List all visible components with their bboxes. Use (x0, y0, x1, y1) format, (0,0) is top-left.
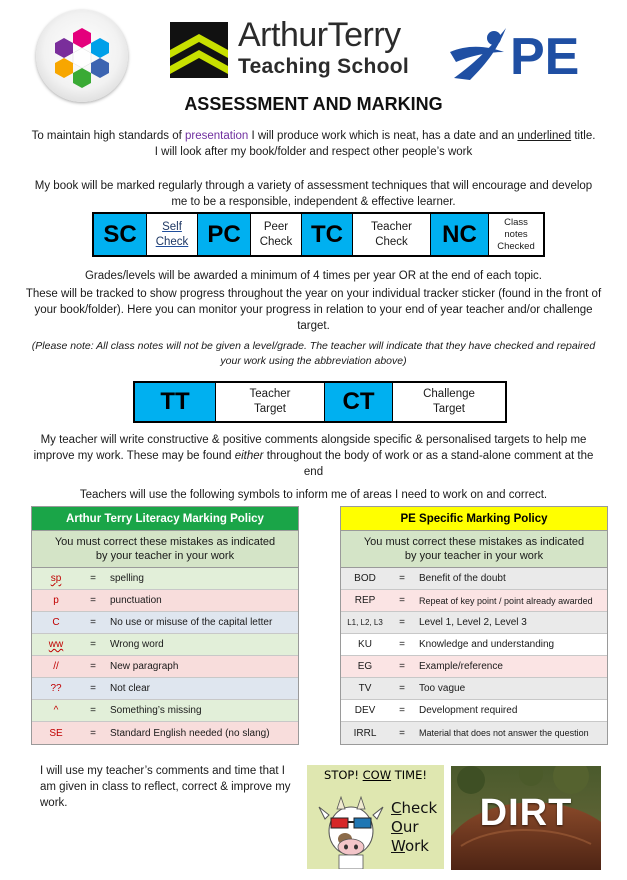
code-sc: SC (94, 214, 147, 255)
label-self-check: Self Check (147, 214, 198, 255)
table-row: ?? = Not clear (32, 678, 298, 700)
table-row: TV = Too vague (341, 678, 607, 700)
dirt-poster (451, 766, 601, 870)
dirt-text: DIRT (479, 792, 573, 834)
pe-runner-logo-icon (448, 22, 604, 84)
label-peer-check: Peer Check (251, 214, 302, 255)
check-our-work-text: Check Our Work (391, 799, 438, 855)
label-class-notes-checked: Class notes Checked (497, 216, 535, 252)
code-pc: PC (198, 214, 251, 255)
literacy-policy-table (31, 506, 299, 745)
brand-name: ArthurTerry (238, 16, 401, 54)
closing-paragraph: I will use my teacher’s comments and time that I am given in class to reflect, correct & improve my work. (40, 765, 291, 809)
table-row: ww = Wrong word (32, 634, 298, 656)
pe-policy-title: PE Specific Marking Policy (341, 507, 607, 531)
presentation-paragraph: To maintain high standards of presentation I will produce work which is neat, has a date and an underlined title. I will look after my book/folder and respect other people’s work (31, 130, 596, 158)
table-row: IRRL = Material that does not answer the question (341, 722, 607, 744)
cow-time-poster (307, 765, 444, 869)
pe-policy-subtitle: You must correct these mistakes as indicated by your teacher in your work (341, 531, 607, 568)
symbols-intro: Teachers will use the following symbols to inform me of areas I need to work on and correct. (79, 489, 548, 501)
literacy-policy-title: Arthur Terry Literacy Marking Policy (32, 507, 298, 531)
table-row: DEV = Development required (341, 700, 607, 722)
marking-paragraph: My book will be marked regularly through a variety of assessment techniques that will encourage and develop me to be a responsible, independent & effective learner. (34, 180, 593, 208)
literacy-policy-subtitle: You must correct these mistakes as indicated by your teacher in your work (32, 531, 298, 568)
table-row: EG = Example/reference (341, 656, 607, 678)
code-ct: CT (325, 383, 393, 421)
table-row: // = New paragraph (32, 656, 298, 678)
code-tc: TC (302, 214, 353, 255)
cow-poster-title: STOP! COW TIME! (324, 768, 427, 782)
check-codes-table (92, 212, 545, 257)
brand-subtitle: Teaching School (238, 55, 409, 78)
code-tt: TT (135, 383, 216, 421)
table-row: REP = Repeat of key point / point already awarded (341, 590, 607, 612)
table-row: C = No use or misuse of the capital letter (32, 612, 298, 634)
chevron-logo-icon (170, 22, 228, 78)
code-nc: NC (431, 214, 489, 255)
page-title: ASSESSMENT AND MARKING (184, 94, 443, 114)
target-codes-table (133, 381, 507, 423)
label-teacher-target: Teacher Target (216, 383, 325, 421)
cow-cartoon-icon (315, 785, 387, 869)
hexagon-logo-icon (36, 10, 128, 102)
table-row: KU = Knowledge and understanding (341, 634, 607, 656)
table-row: SE = Standard English needed (no slang) (32, 722, 298, 744)
grades-note: (Please note: All class notes will not be given a level/grade. The teacher will indicate that they have checked and repaired your work using the abbreviation above) (31, 340, 596, 367)
pe-policy-table (340, 506, 608, 745)
table-row: sp = spelling (32, 568, 298, 590)
table-row: BOD = Benefit of the doubt (341, 568, 607, 590)
table-row: ^ = Something’s missing (32, 700, 298, 722)
table-row: p = punctuation (32, 590, 298, 612)
page-header (0, 0, 627, 92)
table-row: L1, L2, L3 = Level 1, Level 2, Level 3 (341, 612, 607, 634)
tracker-paragraph: These will be tracked to show progress throughout the year on your individual tracker sticker (found in the front of your book/folder). Here you can monitor your progress in relation to your end of year teacher and/or challenge target. (25, 288, 602, 332)
comments-paragraph: My teacher will write constructive & positive comments alongside specific & personalised targets to help me improve my work. These may be found either throughout the body of work or as a stand-alone comment at the end (33, 434, 594, 478)
pe-logo-text: PE (510, 28, 580, 84)
label-teacher-check: Teacher Check (353, 214, 431, 255)
grades-line: Grades/levels will be awarded a minimum of 4 times per year OR at the end of each topic. (84, 270, 543, 282)
label-challenge-target: Challenge Target (423, 388, 475, 415)
